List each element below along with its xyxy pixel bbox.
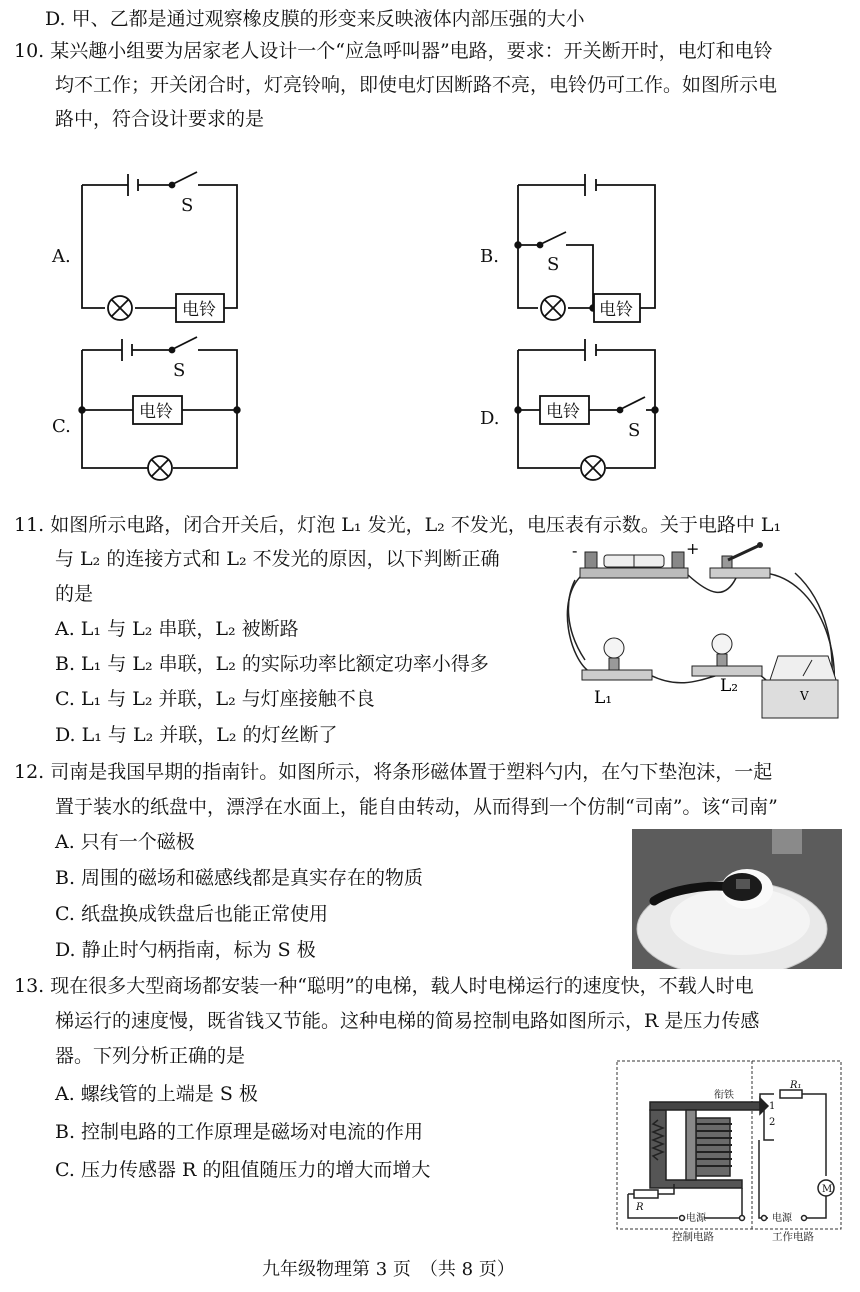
q10-stem-line3: 路中，符合设计要求的是 (55, 108, 265, 130)
q11-option-c: C. L₁ 与 L₂ 并联，L₂ 与灯座接触不良 (55, 688, 375, 710)
switch-label-c: S (173, 360, 186, 381)
q12-option-c: C. 纸盘换成铁盘后也能正常使用 (55, 903, 328, 925)
q10-label-b: B. (480, 246, 499, 267)
battery-holder (580, 552, 688, 578)
bulb-l1-label: L₁ (594, 688, 613, 708)
battery-plus-label: + (686, 540, 700, 558)
bell-label-a: 电铃 (182, 300, 216, 320)
bell-label-c: 电铃 (139, 402, 173, 422)
q11-option-d: D. L₁ 与 L₂ 并联，L₂ 的灯丝断了 (55, 724, 338, 746)
q11-option-b: B. L₁ 与 L₂ 串联，L₂ 的实际功率比额定功率小得多 (55, 653, 489, 675)
knife-switch (710, 542, 770, 578)
q11-stem-line3: 的是 (55, 583, 94, 605)
label-armature: 衔铁 (714, 1090, 734, 1101)
sinan-photo (632, 829, 842, 969)
q13-elevator-control-circuit (614, 1058, 846, 1242)
switch-label-b: S (547, 254, 560, 275)
q12-option-d: D. 静止时勺柄指南，标为 S 极 (55, 939, 316, 961)
q13-option-c: C. 压力传感器 R 的阻值随压力的增大而增大 (55, 1159, 431, 1181)
circuit-b (515, 174, 655, 322)
q10-circuit-diagrams (0, 160, 860, 505)
label-power-right: 电源 (772, 1213, 792, 1224)
label-control-circuit: 控制电路 (672, 1231, 714, 1242)
q12-option-b: B. 周围的磁场和磁感线都是真实存在的物质 (55, 867, 424, 889)
circuit-d (515, 339, 658, 480)
page-footer: 九年级物理第 3 页 （共 8 页） (262, 1259, 515, 1280)
q9-option-d: D. 甲、乙都是通过观察橡皮膜的形变来反映液体内部压强的大小 (45, 8, 585, 30)
q10-label-d: D. (480, 408, 500, 429)
battery-minus-label: - (572, 541, 578, 560)
label-contact-2: 2 (769, 1117, 776, 1128)
q13-stem-line1: 13. 现在很多大型商场都安装一种“聪明”的电梯，载人时电梯运行的速度快，不载人时电 (14, 975, 754, 997)
q10-label-c: C. (52, 416, 71, 437)
q11-stem-line1: 11. 如图所示电路，闭合开关后，灯泡 L₁ 发光，L₂ 不发光，电压表有示数。关于电路中 L₁ (14, 514, 782, 536)
label-contact-1: 1 (769, 1101, 776, 1112)
bulb-l1 (582, 638, 652, 680)
label-r1: R₁ (790, 1080, 802, 1091)
q13-option-a: A. 螺线管的上端是 S 极 (55, 1083, 258, 1105)
bell-label-b: 电铃 (599, 300, 633, 320)
label-motor: M (822, 1184, 833, 1195)
switch-label-a: S (181, 195, 194, 216)
bell-label-d: 电铃 (546, 402, 580, 422)
q12-stem-line1: 12. 司南是我国早期的指南针。如图所示，将条形磁体置于塑料勺内，在勺下垫泡沫，一起 (14, 761, 773, 783)
q12-stem-line2: 置于装水的纸盘中，漂浮在水面上，能自由转动，从而得到一个仿制“司南”。该“司南” (55, 796, 778, 818)
label-r: R (636, 1202, 644, 1213)
label-power-left: 电源 (686, 1213, 706, 1224)
q11-option-a: A. L₁ 与 L₂ 串联，L₂ 被断路 (55, 618, 299, 640)
q10-stem-line1: 10. 某兴趣小组要为居家老人设计一个“应急呼叫器”电路，要求：开关断开时，电灯和电铃 (14, 40, 773, 62)
bulb-l2-label: L₂ (720, 676, 739, 696)
q11-stem-line2: 与 L₂ 的连接方式和 L₂ 不发光的原因，以下判断正确 (55, 548, 500, 570)
q13-option-b: B. 控制电路的工作原理是磁场对电流的作用 (55, 1121, 424, 1143)
bulb-l2 (692, 634, 762, 676)
switch-label-d: S (628, 420, 641, 441)
voltmeter-label: V (800, 689, 809, 703)
q13-stem-line3: 器。下列分析正确的是 (55, 1045, 246, 1067)
q11-physical-circuit-figure (560, 540, 850, 720)
q13-stem-line2: 梯运行的速度慢，既省钱又节能。这种电梯的简易控制电路如图所示，R 是压力传感 (55, 1010, 760, 1032)
q12-option-a: A. 只有一个磁极 (55, 831, 195, 853)
voltmeter (762, 656, 838, 718)
label-work-circuit: 工作电路 (772, 1231, 814, 1242)
q10-stem-line2: 均不工作；开关闭合时，灯亮铃响，即使电灯因断路不亮，电铃仍可工作。如图所示电 (55, 74, 778, 96)
q10-label-a: A. (52, 246, 71, 267)
